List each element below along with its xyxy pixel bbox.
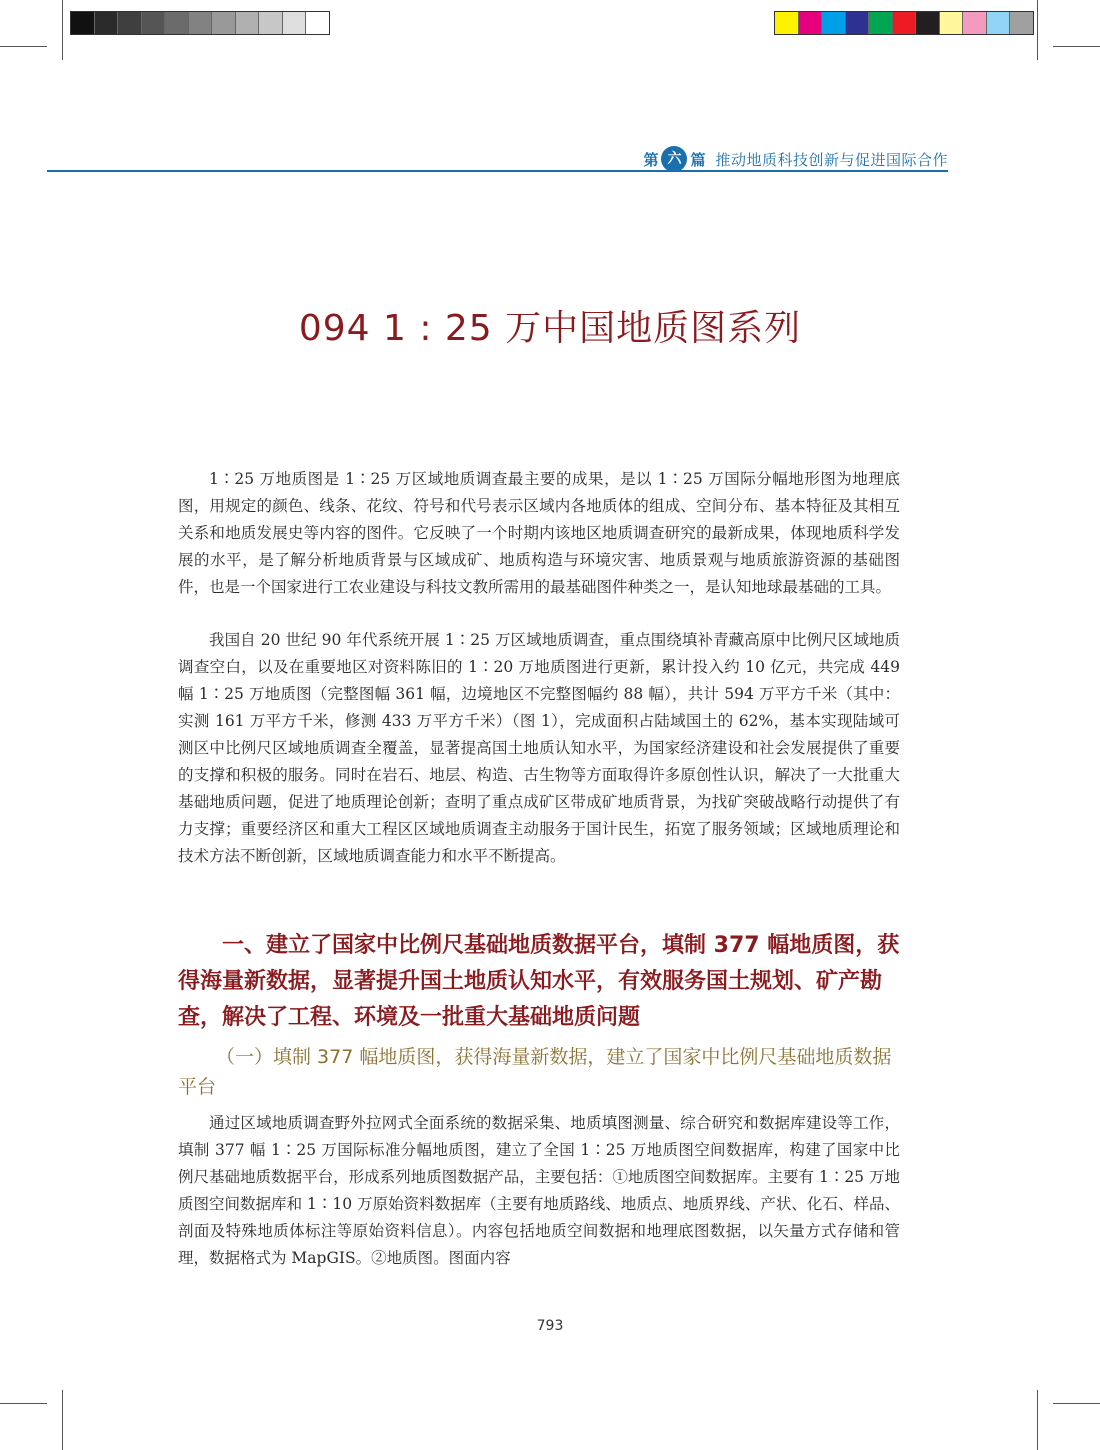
gray-swatch [236,12,260,34]
gray-swatch [259,12,283,34]
crop-mark [1037,1390,1038,1450]
color-swatch [822,12,846,34]
running-head [643,146,948,172]
color-swatch [1010,12,1033,34]
gray-swatch [142,12,166,34]
gray-swatch [165,12,189,34]
body-paragraph: 我国自 20 世纪 90 年代系统开展 1∶25 万区域地质调查，重点围绕填补青藏高原中比例尺区域地质调查空白，以及在重要地区对资料陈旧的 1∶20 万地质图进行更新，累计投入约 10 亿元，共完成 449 幅 1∶25 万地质图（完整图幅 361 幅，边境地区不完整图幅约 88 幅），共计 594 万平方千米（其中：实测 161 万平方千米，修测 433 万平方千米）（图 1），完成面积占陆域国土的 62%，基本实现陆域可测区中比例尺区域地质调查全覆盖，显著提高国土地质认知水平，为国家经济建设和社会发展提供了重要的支撑和积极的服务。同时在岩石、地层、构造、古生物等方面取得许多原创性认识，解决了一大批重大基础地质问题，促进了地质理论创新；查明了重点成矿区带成矿地质背景，为找矿突破战略行动提供了有力支撑；重要经济区和重大工程区区域地质调查主动服务于国计民生，拓宽了服务领域；区域地质理论和技术方法不断创新，区域地质调查能力和水平不断提高。 [178,631,900,865]
part-label: 第 六 篇 [643,146,705,172]
color-swatch [893,12,917,34]
section-heading: 一、建立了国家中比例尺基础地质数据平台，填制 377 幅地质图，获得海量新数据，显著提升国土地质认知水平，有效服务国土规划、矿产勘查，解决了工程、环境及一批重大基础地质问题 [178,933,900,1030]
gray-swatch [71,12,95,34]
gray-swatch [118,12,142,34]
color-swatch [963,12,987,34]
gray-swatch [212,12,236,34]
chapter-title: 094 1 : 25 万中国地质图系列 [298,308,802,349]
crop-mark [0,1403,47,1404]
gray-swatch [306,12,329,34]
color-swatch [775,12,799,34]
grayscale-calibration-bar [70,11,330,35]
color-swatch [846,12,870,34]
color-swatch [869,12,893,34]
part-title: 推动地质科技创新与促进国际合作 [715,150,948,169]
crop-mark [0,46,47,47]
color-swatch [799,12,823,34]
gray-swatch [189,12,213,34]
color-swatch [916,12,940,34]
color-swatch [940,12,964,34]
body-paragraph: 1∶25 万地质图是 1∶25 万区域地质调查最主要的成果，是以 1∶25 万国际分幅地形图为地理底图，用规定的颜色、线条、花纹、符号和代号表示区域内各地质体的组成、空间分布、基本特征及其相互关系和地质发展史等内容的图件。它反映了一个时期内该地区地质调查研究的最新成果，体现地质科学发展的水平，是了解分析地质背景与区域成矿、地质构造与环境灾害、地质景观与地质旅游资源的基础图件，也是一个国家进行工农业建设与科技文教所需用的最基础图件种类之一，是认知地球最基础的工具。 [178,470,900,596]
body-paragraph: 通过区域地质调查野外拉网式全面系统的数据采集、地质填图测量、综合研究和数据库建设等工作，填制 377 幅 1∶25 万国际标准分幅地质图，建立了全国 1∶25 万地质图空间数据库，构建了国家中比例尺基础地质数据平台，形成系列地质图数据产品，主要包括：①地质图空间数据库。主要有 1∶25 万地质图空间数据库和 1∶10 万原始资料数据库（主要有地质路线、地质点、地质界线、产状、化石、样品、剖面及特殊地质体标注等原始资料信息）。内容包括地质空间数据和地理底图数据，以矢量方式存储和管理，数据格式为 MapGIS。②地质图。图面内容 [178,1114,900,1267]
crop-mark [1053,1403,1100,1404]
header-rule [47,170,948,172]
page-number: 793 [536,1318,564,1334]
part-number-badge: 六 [661,146,687,172]
gray-swatch [283,12,307,34]
subsection-heading: （一）填制 377 幅地质图，获得海量新数据，建立了国家中比例尺基础地质数据平台 [178,1046,892,1098]
crop-mark [1053,46,1100,47]
color-calibration-bar [774,11,1034,35]
color-swatch [987,12,1011,34]
crop-mark [1037,0,1038,60]
crop-mark [62,0,63,60]
gray-swatch [95,12,119,34]
crop-mark [62,1390,63,1450]
